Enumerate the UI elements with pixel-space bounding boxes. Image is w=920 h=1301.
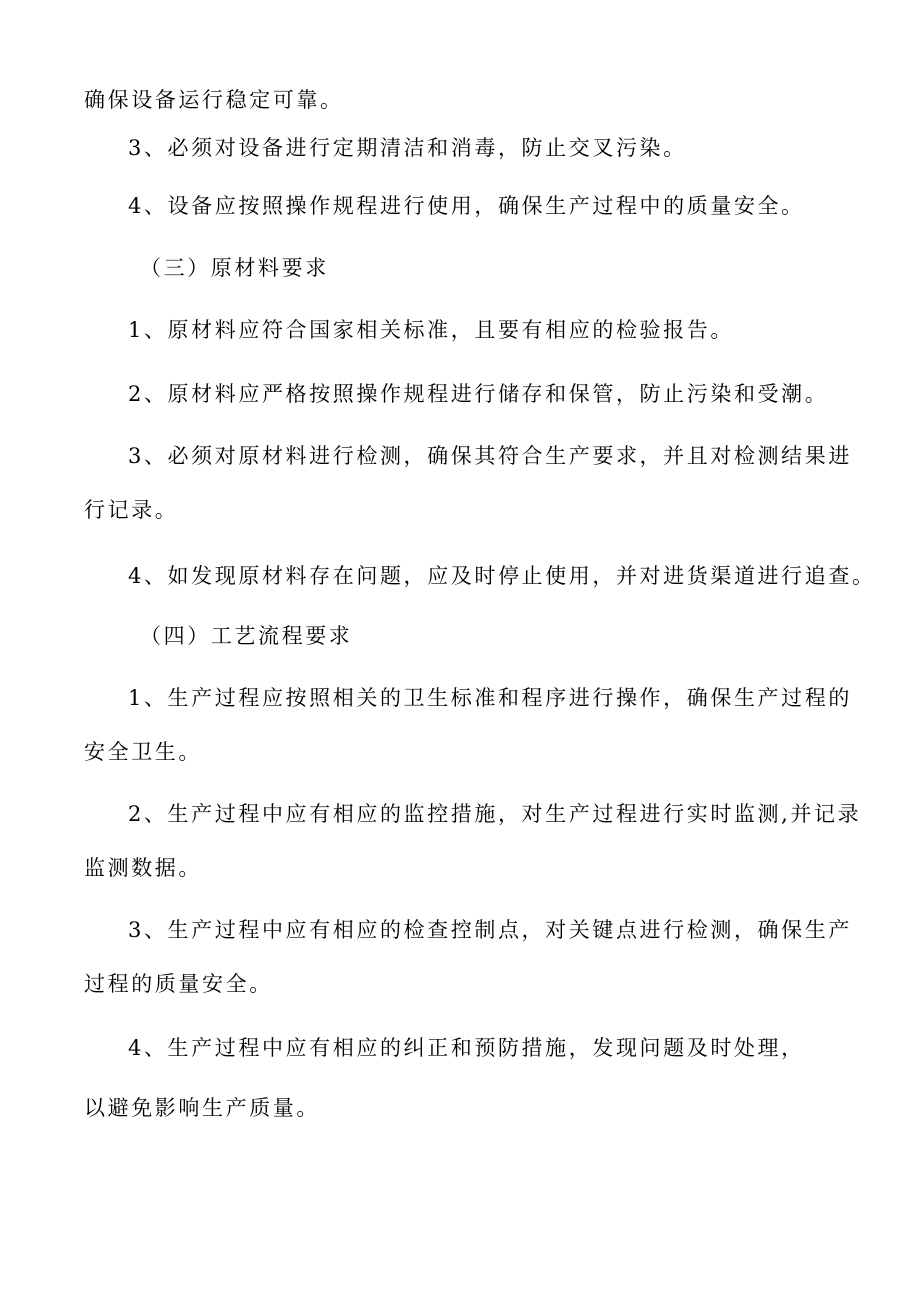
raw-material-item-4: 4、如发现原材料存在问题，应及时停止使用，并对进货渠道进行追查。 [128,564,876,588]
equipment-item-4: 4、设备应按照操作规程进行使用，确保生产过程中的质量安全。 [128,194,805,218]
process-item-1-continuation: 安全卫生。 [84,740,202,764]
process-item-4-continuation: 以避免影响生产质量。 [84,1096,320,1120]
process-item-3-continuation: 过程的质量安全。 [84,972,273,996]
process-item-2: 2、生产过程中应有相应的监控措施，对生产过程进行实时监测,并记录 [128,802,862,826]
process-item-3: 3、生产过程中应有相应的检查控制点，对关键点进行检测，确保生产 [128,918,852,942]
paragraph-continuation: 确保设备运行稳定可靠。 [84,88,344,112]
raw-material-item-3: 3、必须对原材料进行检测，确保其符合生产要求，并且对检测结果进 [128,444,852,468]
process-item-1: 1、生产过程应按照相关的卫生标准和程序进行操作，确保生产过程的 [128,686,852,710]
raw-material-item-3-continuation: 行记录。 [84,498,179,522]
section-heading-process-flow: （四）工艺流程要求 [140,624,353,648]
process-item-2-continuation: 监测数据。 [84,856,202,880]
equipment-item-3: 3、必须对设备进行定期清洁和消毒，防止交叉污染。 [128,136,687,160]
process-item-4: 4、生产过程中应有相应的纠正和预防措施，发现问题及时处理， [128,1036,805,1060]
section-heading-raw-materials: （三）原材料要求 [140,256,329,280]
raw-material-item-2: 2、原材料应严格按照操作规程进行储存和保管，防止污染和受潮。 [128,382,829,406]
raw-material-item-1: 1、原材料应符合国家相关标准，且要有相应的检验报告。 [128,318,734,342]
